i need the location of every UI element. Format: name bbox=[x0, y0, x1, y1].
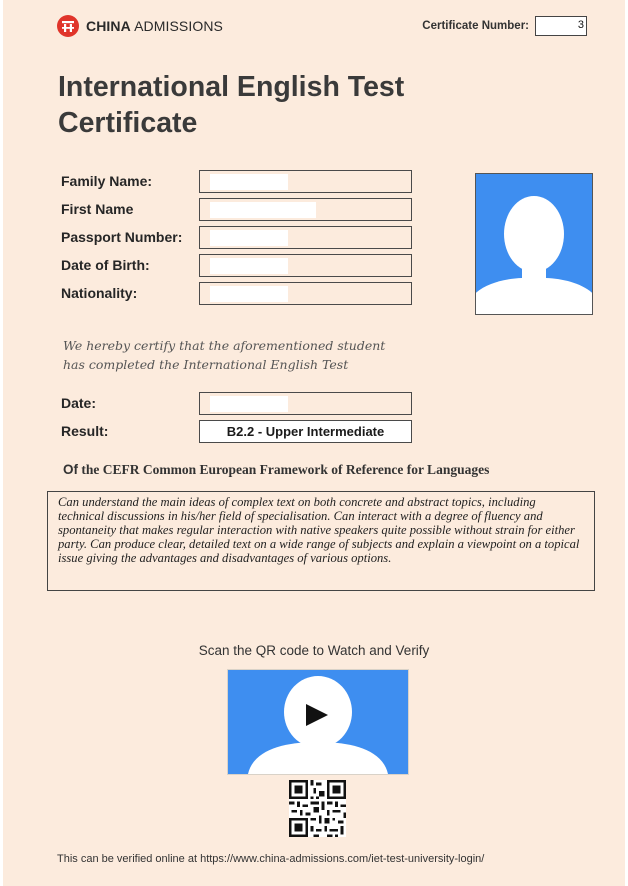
verification-footer: This can be verified online at https://www.china-admissions.com/iet-test-university-login/ bbox=[57, 853, 485, 865]
first-name-value bbox=[210, 202, 316, 218]
first-name-row bbox=[61, 195, 412, 223]
date-row bbox=[61, 389, 412, 417]
result-field bbox=[199, 420, 412, 443]
nationality-row bbox=[61, 279, 412, 307]
date-of-birth-label: Date of Birth: bbox=[61, 257, 150, 273]
date-label: Date: bbox=[61, 395, 97, 411]
family-name-field bbox=[199, 170, 412, 193]
nationality-field bbox=[199, 282, 412, 305]
date-of-birth-value bbox=[210, 258, 288, 274]
passport-number-label: Passport Number: bbox=[61, 229, 183, 245]
student-details bbox=[61, 167, 412, 307]
certificate-number bbox=[422, 16, 587, 36]
family-name-row bbox=[61, 167, 412, 195]
certificate-number-label: Certificate Number: bbox=[422, 20, 529, 32]
china-admissions-logo[interactable] bbox=[57, 15, 223, 37]
passport-number-field bbox=[199, 226, 412, 249]
verification-video[interactable] bbox=[227, 669, 409, 775]
result-row bbox=[61, 417, 412, 445]
student-photo bbox=[475, 173, 593, 315]
family-name-label: Family Name: bbox=[61, 173, 153, 189]
qr-code[interactable] bbox=[289, 780, 346, 837]
person-silhouette-icon bbox=[476, 174, 592, 314]
date-of-birth-field bbox=[199, 254, 412, 277]
first-name-label: First Name bbox=[61, 201, 134, 217]
certificate-number-value: 3 bbox=[577, 19, 584, 31]
certificate-page bbox=[3, 0, 625, 886]
video-thumbnail bbox=[228, 670, 408, 774]
date-field bbox=[199, 392, 412, 415]
first-name-field bbox=[199, 198, 412, 221]
passport-number-row bbox=[61, 223, 412, 251]
level-descriptor: Can understand the main ideas of complex text on both concrete and abstract topics, including technical discussions in his/her field of specialisation. Can interact with a degree of fluency and spontaneity that makes regular interaction with native speakers quite possible without strain for either party. Can produce clear, detailed text on a wide range of subjects and explain a viewpoint on a topical issue giving the advantages and disadvantages of various options. bbox=[47, 491, 595, 591]
scan-instruction: Scan the QR code to Watch and Verify bbox=[198, 643, 430, 658]
nationality-value bbox=[210, 286, 288, 302]
result-details bbox=[61, 389, 412, 445]
china-admissions-logo-icon bbox=[57, 15, 79, 37]
result-value: B2.2 - Upper Intermediate bbox=[226, 423, 385, 439]
result-label: Result: bbox=[61, 423, 109, 439]
nationality-label: Nationality: bbox=[61, 285, 138, 301]
date-value bbox=[210, 396, 288, 412]
date-of-birth-row bbox=[61, 251, 412, 279]
brand-name: CHINA ADMISSIONS bbox=[86, 18, 223, 34]
page-title: International English Test Certificate bbox=[58, 71, 405, 139]
family-name-value bbox=[210, 174, 288, 190]
cefr-heading: Of the CEFR Common European Framework of Reference for Languages bbox=[63, 462, 490, 477]
certificate-number-box bbox=[535, 16, 587, 36]
passport-number-value bbox=[210, 230, 288, 246]
certification-statement: We hereby certify that the aforementioned student has completed the International English Test bbox=[63, 338, 386, 372]
